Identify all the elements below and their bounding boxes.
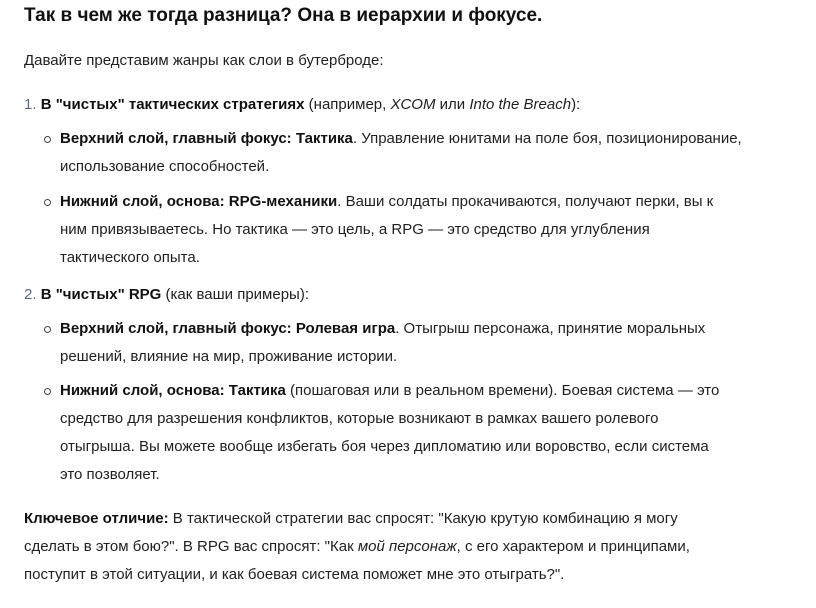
key-difference-label: Ключевое отличие: xyxy=(24,510,169,527)
bullet-title: Верхний слой, главный фокус: Ролевая игра xyxy=(60,320,396,337)
bullet-item xyxy=(60,315,790,371)
paragraph-text: В тактической стратегии вас спросят: "Какую крутую комбинацию я могу xyxy=(168,510,678,527)
bullet-text: (пошаговая или в реальном времени). Боевая система — это xyxy=(285,382,720,399)
game-title: Into the Breach xyxy=(469,96,572,113)
bullet-text: средство для разрешения конфликтов, которые возникают в рамках вашего ролевого xyxy=(60,410,659,427)
game-title: XCOM xyxy=(390,96,436,113)
paragraph-text: , с его характером и принципами, xyxy=(456,538,690,555)
bullet-text: ним привязываетесь. Но тактика — это цель, а RPG — это средство для углубления xyxy=(60,221,650,238)
bullet-text: отыгрыша. Вы можете вообще избегать боя через дипломатию или воровство, если система xyxy=(60,438,709,455)
bullet-text: это позволяет. xyxy=(60,466,160,483)
emphasis-text: мой персонаж xyxy=(357,538,457,555)
bullet-text: тактического опыта. xyxy=(60,249,200,266)
list-item-text: (как ваши примеры): xyxy=(161,286,309,303)
list-item xyxy=(24,91,794,119)
list-number: 1. xyxy=(24,96,37,113)
key-difference-paragraph xyxy=(24,505,804,589)
intro-paragraph: Давайте представим жанры как слои в бутерброде: xyxy=(24,52,384,69)
bullet-title: Нижний слой, основа: Тактика xyxy=(60,382,286,399)
list-item-text: (например, xyxy=(304,96,391,113)
bullet-text: решений, влияние на мир, проживание истории. xyxy=(60,348,398,365)
list-item xyxy=(24,281,794,309)
bullet-item xyxy=(60,188,790,272)
bullet-title: Верхний слой, главный фокус: Тактика xyxy=(60,130,353,147)
bullet-item xyxy=(60,377,790,489)
section-heading: Так в чем же тогда разница? Она в иерархии и фокусе. xyxy=(24,5,543,26)
bullet-text: использование способностей. xyxy=(60,158,270,175)
bullet-text: . Ваши солдаты прокачиваются, получают перки, вы к xyxy=(337,193,714,210)
bullet-text: . Отыгрыш персонажа, принятие моральных xyxy=(395,320,706,337)
list-item-title: В "чистых" тактических стратегиях xyxy=(40,96,305,113)
bullet-title: Нижний слой, основа: RPG-механики xyxy=(60,193,338,210)
list-number: 2. xyxy=(24,286,37,303)
list-item-text: или xyxy=(435,96,470,113)
bullet-item xyxy=(60,125,790,181)
list-item-text: ): xyxy=(571,96,581,113)
paragraph-text: поступит в этой ситуации, и как боевая система поможет мне это отыграть?". xyxy=(24,566,565,583)
bullet-text: . Управление юнитами на поле боя, позиционирование, xyxy=(352,130,742,147)
list-item-title: В "чистых" RPG xyxy=(40,286,162,303)
paragraph-text: сделать в этом бою?". В RPG вас спросят: "Как xyxy=(24,538,358,555)
